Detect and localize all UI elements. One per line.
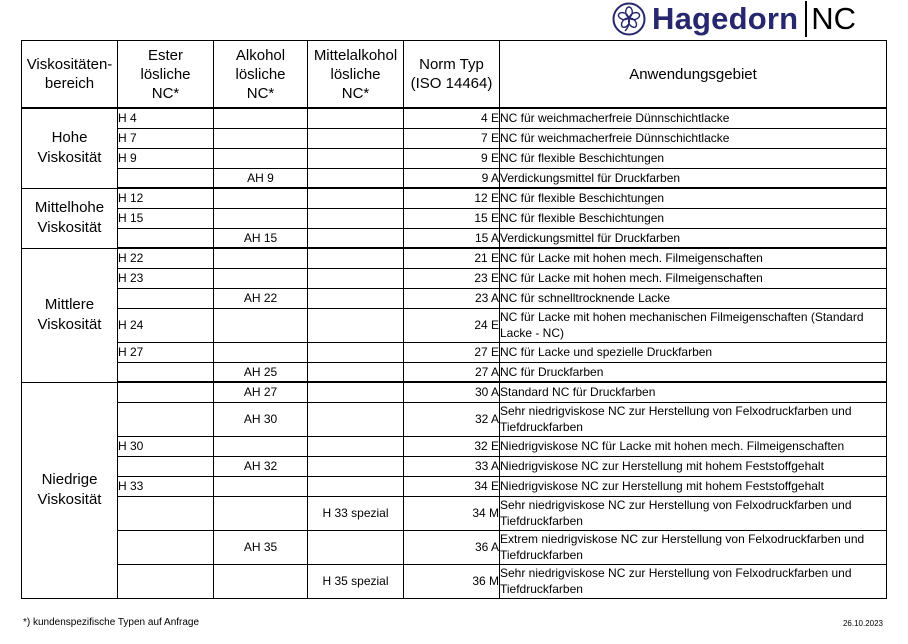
ester-soluble-cell [118,456,214,476]
ester-soluble-cell: H 7 [118,128,214,148]
alcohol-soluble-cell: AH 27 [214,382,308,402]
alcohol-soluble-cell [214,308,308,342]
application-cell: NC für weichmacherfreie Dünnschichtlacke [500,128,887,148]
table-row [22,456,887,476]
midalcohol-soluble-cell [308,288,404,308]
application-cell: Sehr niedrigviskose NC zur Herstellung von Felxodruckfarben und Tiefdruckfarben [500,496,887,530]
application-cell: NC für flexible Beschichtungen [500,188,887,208]
footnote: *) kundenspezifische Typen auf Anfrage [23,617,200,628]
application-cell: Standard NC für Druckfarben [500,382,887,402]
norm-type-cell: 15 E [404,208,500,228]
alcohol-soluble-cell: AH 25 [214,362,308,382]
ester-soluble-cell: H 23 [118,268,214,288]
table-row [22,342,887,362]
table-row [22,148,887,168]
ester-soluble-cell: H 30 [118,436,214,456]
table-row [22,108,887,128]
alcohol-soluble-cell [214,208,308,228]
ester-soluble-cell: H 9 [118,148,214,168]
header-norm-type: Norm Typ (ISO 14464) [404,41,500,109]
application-cell: NC für Lacke und spezielle Druckfarben [500,342,887,362]
alcohol-soluble-cell [214,268,308,288]
alcohol-soluble-cell: AH 30 [214,402,308,436]
table-row [22,268,887,288]
ester-soluble-cell [118,382,214,402]
table-row [22,288,887,308]
alcohol-soluble-cell [214,188,308,208]
table-row [22,128,887,148]
ester-soluble-cell [118,362,214,382]
midalcohol-soluble-cell [308,308,404,342]
table-row [22,476,887,496]
table-row [22,564,887,598]
application-cell: NC für Lacke mit hohen mech. Filmeigenschaften [500,268,887,288]
midalcohol-soluble-cell [308,168,404,188]
table-row [22,248,887,268]
ester-soluble-cell: H 27 [118,342,214,362]
norm-type-cell: 9 A [404,168,500,188]
midalcohol-soluble-cell [308,188,404,208]
midalcohol-soluble-cell [308,268,404,288]
ester-soluble-cell [118,168,214,188]
midalcohol-soluble-cell [308,248,404,268]
norm-type-cell: 27 A [404,362,500,382]
application-cell: Verdickungsmittel für Druckfarben [500,228,887,248]
table-row [22,382,887,402]
norm-type-cell: 12 E [404,188,500,208]
application-cell: NC für weichmacherfreie Dünnschichtlacke [500,108,887,128]
midalcohol-soluble-cell [308,402,404,436]
alcohol-soluble-cell: AH 35 [214,530,308,564]
application-cell: NC für Druckfarben [500,362,887,382]
midalcohol-soluble-cell: H 35 spezial [308,564,404,598]
header-midalcohol-soluble: Mittelalkohol lösliche NC* [308,41,404,109]
application-cell: Verdickungsmittel für Druckfarben [500,168,887,188]
midalcohol-soluble-cell: H 33 spezial [308,496,404,530]
alcohol-soluble-cell: AH 32 [214,456,308,476]
norm-type-cell: 32 E [404,436,500,456]
norm-type-cell: 36 A [404,530,500,564]
ester-soluble-cell [118,228,214,248]
alcohol-soluble-cell: AH 22 [214,288,308,308]
midalcohol-soluble-cell [308,208,404,228]
norm-type-cell: 9 E [404,148,500,168]
application-cell: Niedrigviskose NC für Lacke mit hohen mech. Filmeigenschaften [500,436,887,456]
ester-soluble-cell [118,402,214,436]
table-row [22,208,887,228]
flower-emblem-icon [612,2,646,36]
ester-soluble-cell: H 33 [118,476,214,496]
ester-soluble-cell: H 15 [118,208,214,228]
table-row [22,436,887,456]
norm-type-cell: 23 A [404,288,500,308]
document-date: 26.10.2023 [842,619,883,628]
application-cell: NC für Lacke mit hohen mech. Filmeigenschaften [500,248,887,268]
ester-soluble-cell: H 24 [118,308,214,342]
header-viscosity-range: Viskositäten- bereich [22,41,118,109]
header-alcohol-soluble: Alkohol lösliche NC* [214,41,308,109]
application-cell: NC für schnelltrocknende Lacke [500,288,887,308]
ester-soluble-cell [118,496,214,530]
table-row [22,530,887,564]
alcohol-soluble-cell [214,342,308,362]
midalcohol-soluble-cell [308,342,404,362]
header-application: Anwendungsgebiet [500,41,887,109]
table-row [22,496,887,530]
application-cell: NC für flexible Beschichtungen [500,208,887,228]
application-cell: NC für flexible Beschichtungen [500,148,887,168]
norm-type-cell: 34 M [404,496,500,530]
alcohol-soluble-cell [214,564,308,598]
table-header-row [22,41,887,109]
logo-suffix: NC [811,1,857,36]
ester-soluble-cell [118,288,214,308]
ester-soluble-cell [118,564,214,598]
ester-soluble-cell: H 12 [118,188,214,208]
viscosity-group-label: Niedrige Viskosität [22,382,118,598]
application-cell: Niedrigviskose NC zur Herstellung mit hohem Feststoffgehalt [500,456,887,476]
norm-type-cell: 32 A [404,402,500,436]
ester-soluble-cell: H 22 [118,248,214,268]
application-cell: Niedrigviskose NC zur Herstellung mit hohem Feststoffgehalt [500,476,887,496]
logo-name: Hagedorn [652,1,799,36]
application-cell: Extrem niedrigviskose NC zur Herstellung von Felxodruckfarben und Tiefdruckfarben [500,530,887,564]
ester-soluble-cell: H 4 [118,108,214,128]
alcohol-soluble-cell [214,108,308,128]
norm-type-cell: 23 E [404,268,500,288]
table-row [22,188,887,208]
norm-type-cell: 24 E [404,308,500,342]
application-cell: Sehr niedrigviskose NC zur Herstellung von Felxodruckfarben und Tiefdruckfarben [500,564,887,598]
norm-type-cell: 30 A [404,382,500,402]
table-row [22,362,887,382]
alcohol-soluble-cell [214,476,308,496]
midalcohol-soluble-cell [308,148,404,168]
norm-type-cell: 27 E [404,342,500,362]
table-row [22,308,887,342]
alcohol-soluble-cell [214,128,308,148]
midalcohol-soluble-cell [308,530,404,564]
midalcohol-soluble-cell [308,436,404,456]
norm-type-cell: 7 E [404,128,500,148]
table-row [22,402,887,436]
midalcohol-soluble-cell [308,456,404,476]
alcohol-soluble-cell [214,496,308,530]
alcohol-soluble-cell: AH 15 [214,228,308,248]
norm-type-cell: 15 A [404,228,500,248]
midalcohol-soluble-cell [308,108,404,128]
norm-type-cell: 36 M [404,564,500,598]
table-row [22,228,887,248]
company-logo [612,0,892,38]
midalcohol-soluble-cell [308,362,404,382]
viscosity-group-label: Mittlere Viskosität [22,248,118,382]
application-cell: NC für Lacke mit hohen mechanischen Filmeigenschaften (Standard Lacke - NC) [500,308,887,342]
table-body [22,108,887,598]
alcohol-soluble-cell: AH 9 [214,168,308,188]
norm-type-cell: 21 E [404,248,500,268]
midalcohol-soluble-cell [308,228,404,248]
application-cell: Sehr niedrigviskose NC zur Herstellung von Felxodruckfarben und Tiefdruckfarben [500,402,887,436]
norm-type-cell: 4 E [404,108,500,128]
norm-type-cell: 34 E [404,476,500,496]
table-row [22,168,887,188]
midalcohol-soluble-cell [308,128,404,148]
midalcohol-soluble-cell [308,382,404,402]
norm-type-cell: 33 A [404,456,500,476]
alcohol-soluble-cell [214,148,308,168]
header-ester-soluble: Ester lösliche NC* [118,41,214,109]
viscosity-group-label: Mittelhohe Viskosität [22,188,118,248]
alcohol-soluble-cell [214,436,308,456]
ester-soluble-cell [118,530,214,564]
logo-divider [805,1,807,37]
viscosity-group-label: Hohe Viskosität [22,108,118,188]
product-table [21,40,887,599]
alcohol-soluble-cell [214,248,308,268]
midalcohol-soluble-cell [308,476,404,496]
